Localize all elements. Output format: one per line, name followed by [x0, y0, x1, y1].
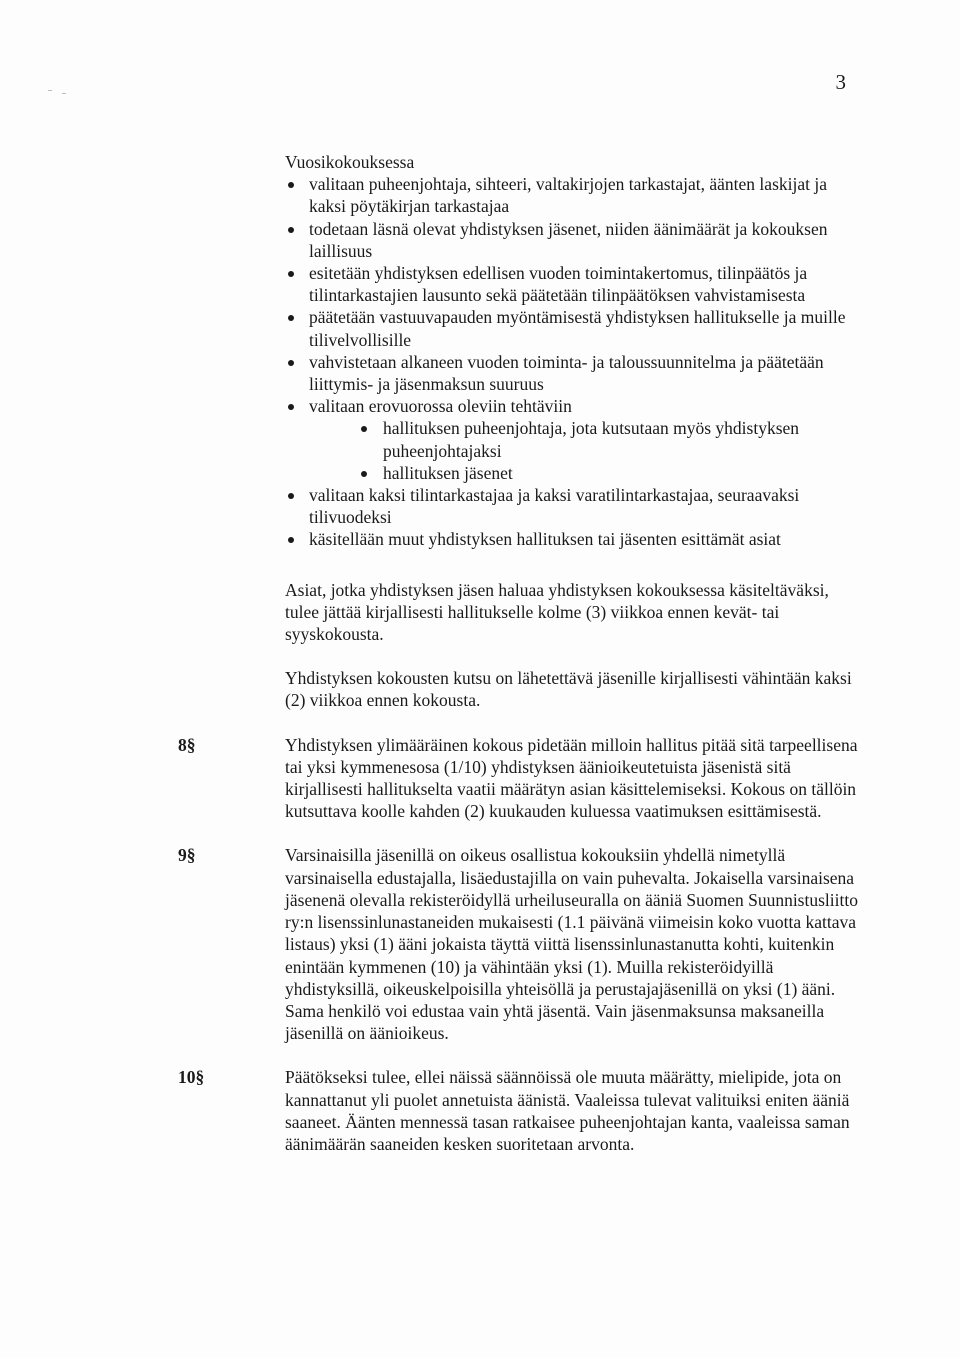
page-content — [178, 151, 860, 1155]
section-number: 10§ — [178, 1067, 205, 1088]
paragraph-agenda-requests: Asiat, jotka yhdistyksen jäsen haluaa yhdistyksen kokouksessa käsiteltäväksi, tulee jättää kirjallisesti hallitukselle kolme (3) viikkoa ennen kevät- tai syyskokousta. — [285, 579, 829, 645]
section-number: 9§ — [178, 845, 196, 866]
list-item: käsitellään muut yhdistyksen hallituksen tai jäsenten esittämät asiat — [285, 528, 860, 550]
section-10 — [178, 1066, 860, 1155]
list-item: esitetään yhdistyksen edellisen vuoden toimintakertomus, tilinpäätös ja tilintarkastajien lausunto sekä päätetään tilinpäätöksen vahvistamisesta — [285, 262, 860, 306]
list-item: valitaan puheenjohtaja, sihteeri, valtakirjojen tarkastajat, äänten laskijat ja kaksi pöytäkirjan tarkastajaa — [285, 173, 860, 217]
section-text: Varsinaisilla jäsenillä on oikeus osallistua kokouksiin yhdellä nimetyllä varsinaisella edustajalla, lisäedustajilla on vain puhevalta. Jokaisella varsinaisena jäsenenä olevalla rekisteröidyllä urheiluseuralla on ääniä Suomen Suunnistusliitto ry:n lisenssinlunastaneiden mukaisesti (1.1 päivänä viimeisin koko vuotta kattava listaus) yksi (1) ääni jokaista täyttä viittä lisenssinlunastanutta kohti, kuitenkin enintään kymmenen (10) ja vähintään yksi (1). Muilla rekisteröidyillä yhdistyksillä, oikeuskelpoisilla yhteisöllä ja perustajajäsenillä on yksi (1) ääni. Sama henkilö voi edustaa vain yhtä jäsentä. Vain jäsenmaksunsa maksaneilla jäsenillä on äänioikeus. — [285, 845, 858, 1044]
sub-list-item: hallituksen puheenjohtaja, jota kutsutaan myös yhdistyksen puheenjohtajaksi — [285, 417, 860, 461]
section-8 — [178, 734, 860, 823]
section-text: Yhdistyksen ylimääräinen kokous pidetään milloin hallitus pitää sitä tarpeellisena tai yksi kymmenesosa (1/10) yhdistyksen äänioikeutetuista jäsenistä sitä kirjallisesti hallitukselta vaatii määrätyn asian käsittelemiseksi. Kokous on tällöin kutsuttava koolle kahden (2) kuukauden kuluessa vaatimuksen esittämisestä. — [285, 734, 858, 822]
scan-speck — [62, 93, 66, 94]
list-item-with-sublist — [285, 395, 860, 417]
page-number: 3 — [835, 70, 846, 94]
meeting-agenda-list-continued — [285, 484, 860, 551]
list-item-label: valitaan erovuorossa oleviin tehtäviin — [309, 396, 572, 417]
section-number: 8§ — [178, 734, 196, 755]
intro-heading: Vuosikokouksessa — [285, 152, 415, 172]
sub-list-item: hallituksen jäsenet — [285, 462, 860, 484]
section-9 — [178, 844, 860, 1044]
list-item: vahvistetaan alkaneen vuoden toiminta- ja taloussuunnitelma ja päätetään liittymis- ja jäsenmaksun suuruus — [285, 351, 860, 395]
section-text: Päätökseksi tulee, ellei näissä säännöissä ole muuta määrätty, mielipide, jota on kannattanut yli puolet annetuista äänistä. Vaaleissa tulevat valituiksi eniten ääniä saaneet. Äänten mennessä tasan ratkaisee puheenjohtajan kanta, vaaleissa saman äänimäärän saaneiden kesken suoritetaan arvonta. — [285, 1067, 850, 1154]
sub-list — [285, 417, 860, 484]
meeting-agenda-list — [285, 173, 860, 417]
list-item: todetaan läsnä olevat yhdistyksen jäsenet, niiden äänimäärät ja kokouksen laillisuus — [285, 218, 860, 262]
paragraph-meeting-notice: Yhdistyksen kokousten kutsu on lähetettävä jäsenille kirjallisesti vähintään kaksi (2) viikkoa ennen kokousta. — [285, 668, 852, 711]
list-item: päätetään vastuuvapauden myöntämisestä yhdistyksen hallitukselle ja muille tilivelvollisille — [285, 306, 860, 350]
scan-speck — [48, 90, 52, 91]
list-item: valitaan kaksi tilintarkastajaa ja kaksi varatilintarkastajaa, seuraavaksi tilivuodeksi — [285, 484, 860, 528]
